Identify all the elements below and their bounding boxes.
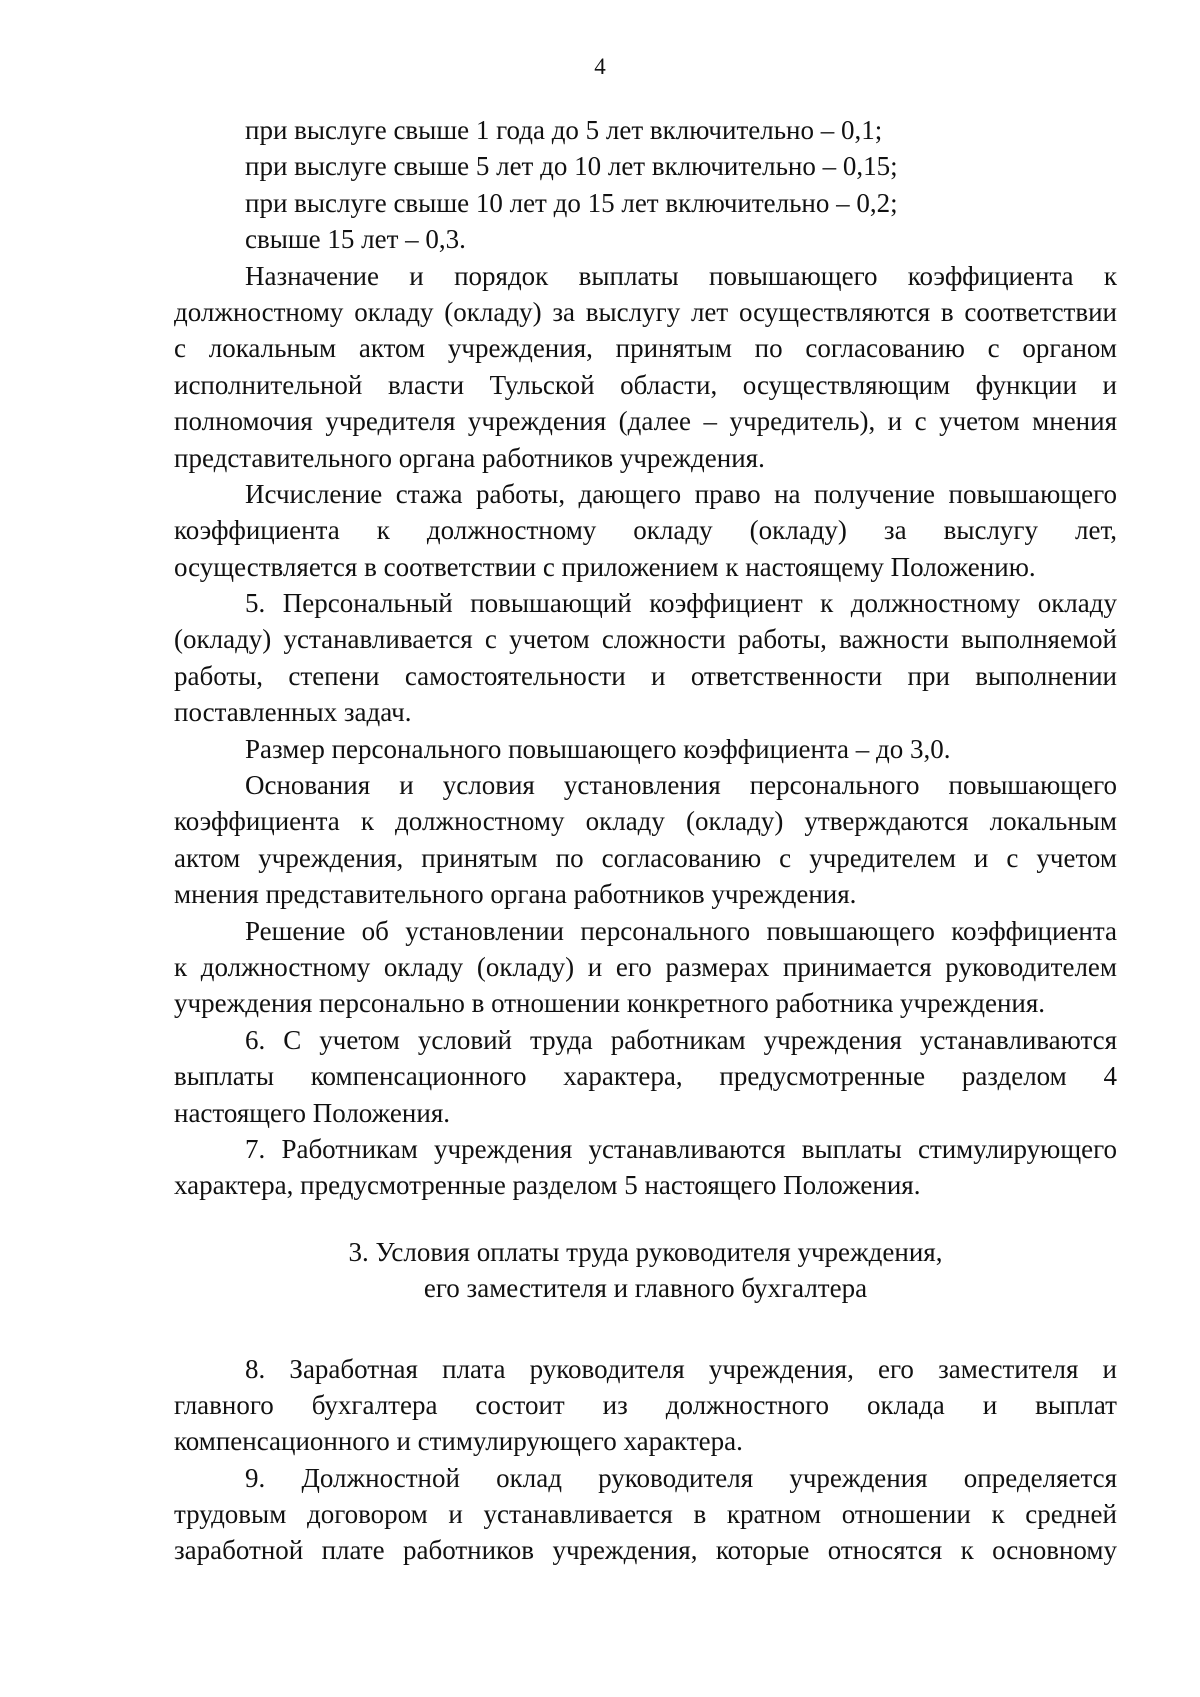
paragraph-item-8 [174, 1351, 1117, 1460]
paragraph-grounds [174, 767, 1117, 913]
list-item: при выслуге свыше 1 года до 5 лет включительно – 0,1; [245, 115, 883, 145]
paragraph-line: Решение об установлении персонального повышающего коэффициента [245, 915, 1117, 946]
paragraph-line: Назначение и порядок выплаты повышающего коэффициента к [245, 260, 1117, 291]
paragraph-line: 9. Должностной оклад руководителя учреждения определяется [245, 1462, 1117, 1493]
paragraph-line: 6. С учетом условий труда работникам учреждения устанавливаются [245, 1024, 1117, 1055]
paragraph-line: Основания и условия установления персонального повышающего [245, 770, 1117, 801]
paragraph-item-6 [174, 1022, 1117, 1131]
paragraph-line: представительного органа работников учреждения. [174, 442, 765, 473]
list-item: при выслуге свыше 5 лет до 10 лет включительно – 0,15; [245, 151, 898, 182]
paragraph-line: 5. Персональный повышающий коэффициент к должностному окладу [245, 588, 1117, 619]
paragraph-appointment-procedure [174, 258, 1117, 476]
section-heading [174, 1234, 1117, 1307]
paragraph-line: выплаты компенсационного характера, предусмотренные разделом 4 [174, 1061, 1117, 1092]
document-body [174, 112, 1117, 1569]
paragraph-line: главного бухгалтера состоит из должностного оклада и выплат [174, 1389, 1117, 1420]
paragraph-item-5 [174, 585, 1117, 731]
paragraph-item-9 [174, 1460, 1117, 1569]
paragraph-line: полномочия учредителя учреждения (далее – учредитель), и с учетом мнения [174, 406, 1117, 437]
paragraph-line: 7. Работникам учреждения устанавливаются выплаты стимулирующего [245, 1133, 1117, 1164]
paragraph-line: учреждения персонально в отношении конкретного работника учреждения. [174, 988, 1046, 1019]
paragraph-line: должностному окладу (окладу) за выслугу лет осуществляются в соответствии [174, 296, 1117, 327]
paragraph-line: характера, предусмотренные разделом 5 настоящего Положения. [174, 1170, 921, 1201]
paragraph-line: с локальным актом учреждения, принятым по согласованию с органом [174, 333, 1117, 364]
paragraph-decision [174, 913, 1117, 1022]
section-heading-line: его заместителя и главного бухгалтера [423, 1273, 868, 1304]
list-item: свыше 15 лет – 0,3. [245, 224, 466, 255]
paragraph-line: осуществляется в соответствии с приложением к настоящему Положению. [174, 551, 1036, 582]
paragraph-line: коэффициента к должностному окладу (окладу) за выслугу лет, [174, 515, 1117, 546]
paragraph-line: работы, степени самостоятельности и ответственности при выполнении [174, 660, 1117, 691]
paragraph-item-7 [174, 1131, 1117, 1204]
paragraph-line: поставленных задач. [174, 697, 412, 728]
paragraph-line: коэффициента к должностному окладу (окладу) утверждаются локальным [174, 806, 1117, 837]
page-number: 4 [594, 54, 606, 79]
paragraph-line: 8. Заработная плата руководителя учреждения, его заместителя и [245, 1353, 1117, 1384]
paragraph-line: трудовым договором и устанавливается в кратном отношении к средней [174, 1499, 1117, 1530]
paragraph-line: мнения представительного органа работников учреждения. [174, 879, 857, 910]
paragraph-line: заработной плате работников учреждения, которые относятся к основному [174, 1535, 1117, 1566]
paragraph-line: компенсационного и стимулирующего характера. [174, 1426, 743, 1457]
paragraph-coefficient-size [174, 731, 1117, 767]
paragraph-line: настоящего Положения. [174, 1097, 450, 1128]
paragraph-line: исполнительной власти Тульской области, осуществляющим функции и [174, 369, 1117, 400]
paragraph-line: актом учреждения, принятым по согласованию с учредителем и с учетом [174, 842, 1117, 873]
list-item: при выслуге свыше 10 лет до 15 лет включительно – 0,2; [245, 187, 898, 218]
paragraph-line: (окладу) устанавливается с учетом сложности работы, важности выполняемой [174, 624, 1117, 655]
paragraph-seniority-calculation [174, 476, 1117, 585]
paragraph-line: к должностному окладу (окладу) и его размерах принимается руководителем [174, 951, 1117, 982]
seniority-list [174, 112, 1117, 258]
paragraph-line: Исчисление стажа работы, дающего право на получение повышающего [245, 478, 1117, 509]
section-heading-line: 3. Условия оплаты труда руководителя учреждения, [348, 1236, 943, 1267]
paragraph-line: Размер персонального повышающего коэффициента – до 3,0. [245, 733, 951, 764]
